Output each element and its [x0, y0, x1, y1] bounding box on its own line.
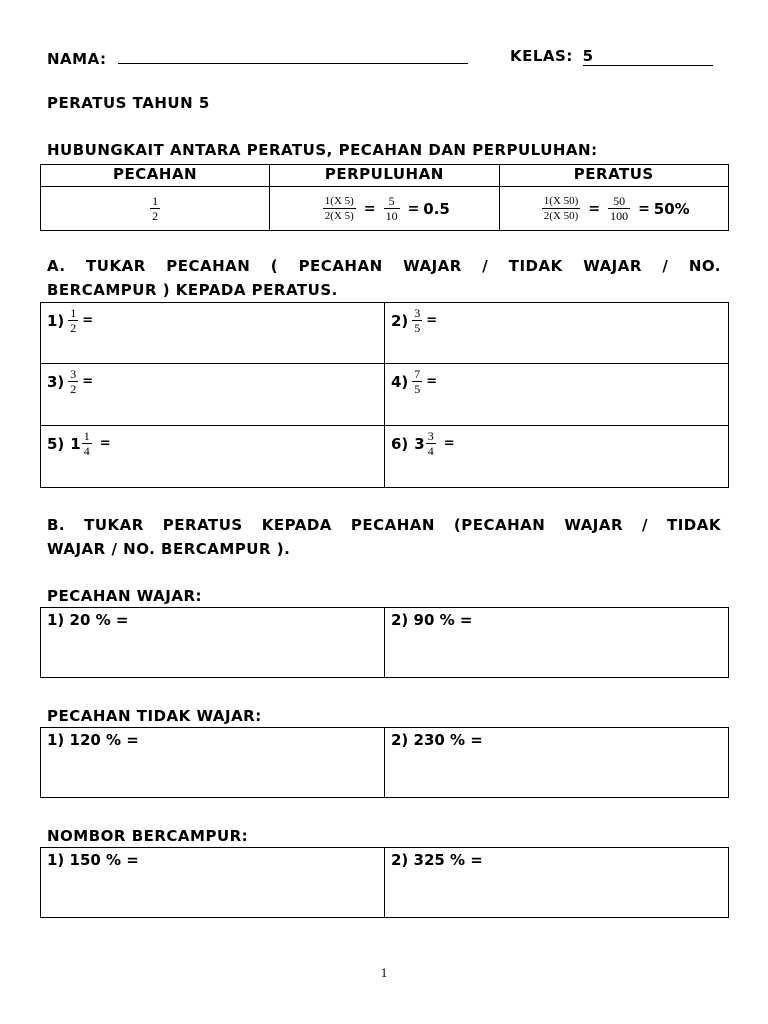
page-title: PERATUS TAHUN 5	[47, 94, 210, 112]
mixed-whole-number: 3	[414, 434, 425, 453]
equals-sign: =	[426, 374, 438, 389]
question-b-bercampur-2[interactable]	[385, 848, 729, 918]
header-pecahan: PECAHAN	[41, 165, 270, 187]
section-b-heading-line2: WAJAR / NO. BERCAMPUR ).	[47, 540, 291, 558]
header-peratus: PERATUS	[499, 165, 728, 187]
question-a3[interactable]	[41, 364, 385, 426]
relation-heading: HUBUNGKAIT ANTARA PERATUS, PECAHAN DAN PERPULUHAN:	[47, 141, 598, 159]
wajar-table	[40, 607, 729, 678]
fraction-num: 50	[613, 194, 626, 208]
kelas-value: 5	[582, 47, 594, 65]
cell-pecahan	[41, 187, 270, 231]
question-b-tidak-wajar-1[interactable]	[41, 728, 385, 798]
wajar-heading: PECAHAN WAJAR:	[47, 587, 203, 605]
fraction-num: 5	[388, 194, 395, 208]
question-fraction	[412, 306, 422, 335]
question-a2[interactable]	[385, 303, 729, 364]
kelas-label: KELAS:	[510, 47, 573, 65]
question-fraction	[68, 306, 78, 335]
question-number: 1)	[47, 311, 65, 330]
mixed-whole-number: 1	[70, 434, 81, 453]
relation-table	[40, 164, 729, 231]
fraction-num: 1	[83, 429, 90, 443]
fraction-den: 2(X 50)	[543, 210, 579, 222]
question-b-bercampur-1[interactable]	[41, 848, 385, 918]
equals-sign: =	[443, 436, 455, 451]
fraction-den: 2	[70, 382, 77, 396]
fraction-den: 5	[414, 382, 421, 396]
fraction-den: 4	[83, 444, 90, 458]
equals-sign: =	[82, 374, 94, 389]
kelas-row	[510, 47, 713, 66]
fraction-num: 1	[152, 194, 159, 208]
fraction-num: 1(X 5)	[324, 195, 354, 207]
tidak-wajar-heading: PECAHAN TIDAK WAJAR:	[47, 707, 262, 725]
question-a4[interactable]	[385, 364, 729, 426]
decimal-result: 0.5	[423, 199, 450, 218]
question-number: 6)	[391, 434, 409, 453]
question-a6[interactable]	[385, 426, 729, 488]
cell-peratus	[499, 187, 728, 231]
question-b-wajar-2[interactable]	[385, 608, 729, 678]
section-a-heading-line1: A. TUKAR PECAHAN ( PECAHAN WAJAR / TIDAK WAJAR / NO.	[47, 257, 721, 275]
fraction-den: 100	[610, 209, 629, 223]
equals-sign: =	[363, 200, 376, 217]
question-number: 5)	[47, 434, 65, 453]
page-number: 1	[380, 965, 388, 980]
fraction-num: 1(X 50)	[543, 195, 579, 207]
question-number: 2)	[391, 311, 409, 330]
equals-sign: =	[638, 200, 650, 217]
question-fraction	[82, 429, 92, 458]
fraction-num: 7	[414, 367, 421, 381]
section-a-table	[40, 302, 729, 488]
equals-sign: =	[82, 313, 94, 328]
question-text: 2) 230 % =	[391, 731, 483, 749]
name-row	[47, 47, 468, 68]
question-text: 2) 325 % =	[391, 851, 483, 869]
fraction-den: 2	[70, 321, 77, 335]
question-fraction	[412, 367, 422, 396]
fraction-expr	[542, 194, 581, 223]
question-text: 1) 150 % =	[47, 851, 139, 869]
equals-sign: =	[588, 200, 601, 217]
section-b-heading-line1: B. TUKAR PERATUS KEPADA PECAHAN (PECAHAN WAJAR / TIDAK	[47, 516, 721, 534]
fraction-num: 3	[70, 367, 77, 381]
fraction-den: 4	[427, 444, 434, 458]
fraction-den: 2(X 5)	[324, 210, 354, 222]
fraction-num: 3	[414, 306, 421, 320]
fraction-num: 3	[427, 429, 434, 443]
nama-label: NAMA:	[47, 50, 107, 68]
fraction-tenths	[384, 194, 400, 223]
fraction-den: 2	[152, 209, 159, 223]
fraction-den: 10	[385, 209, 398, 223]
fraction-den: 5	[414, 321, 421, 335]
question-fraction	[68, 367, 78, 396]
header-perpuluhan: PERPULUHAN	[270, 165, 499, 187]
question-a5[interactable]	[41, 426, 385, 488]
question-b-tidak-wajar-2[interactable]	[385, 728, 729, 798]
question-fraction	[426, 429, 436, 458]
question-b-wajar-1[interactable]	[41, 608, 385, 678]
question-number: 3)	[47, 372, 65, 391]
fraction-num: 1	[70, 306, 77, 320]
question-number: 4)	[391, 372, 409, 391]
percent-result: 50%	[653, 199, 690, 218]
nama-field[interactable]	[118, 47, 468, 64]
equals-sign: =	[426, 313, 438, 328]
question-text: 2) 90 % =	[391, 611, 473, 629]
cell-perpuluhan	[270, 187, 499, 231]
equals-sign: =	[407, 200, 420, 217]
bercampur-heading: NOMBOR BERCAMPUR:	[47, 827, 249, 845]
question-a1[interactable]	[41, 303, 385, 364]
kelas-field[interactable]	[583, 47, 713, 66]
question-text: 1) 120 % =	[47, 731, 139, 749]
equals-sign: =	[99, 436, 111, 451]
fraction-half	[150, 194, 160, 223]
section-a-heading-line2: BERCAMPUR ) KEPADA PERATUS.	[47, 281, 338, 299]
tidak-wajar-table	[40, 727, 729, 798]
bercampur-table	[40, 847, 729, 918]
fraction-hundredths	[608, 194, 630, 223]
question-text: 1) 20 % =	[47, 611, 129, 629]
fraction-expr	[323, 194, 356, 223]
